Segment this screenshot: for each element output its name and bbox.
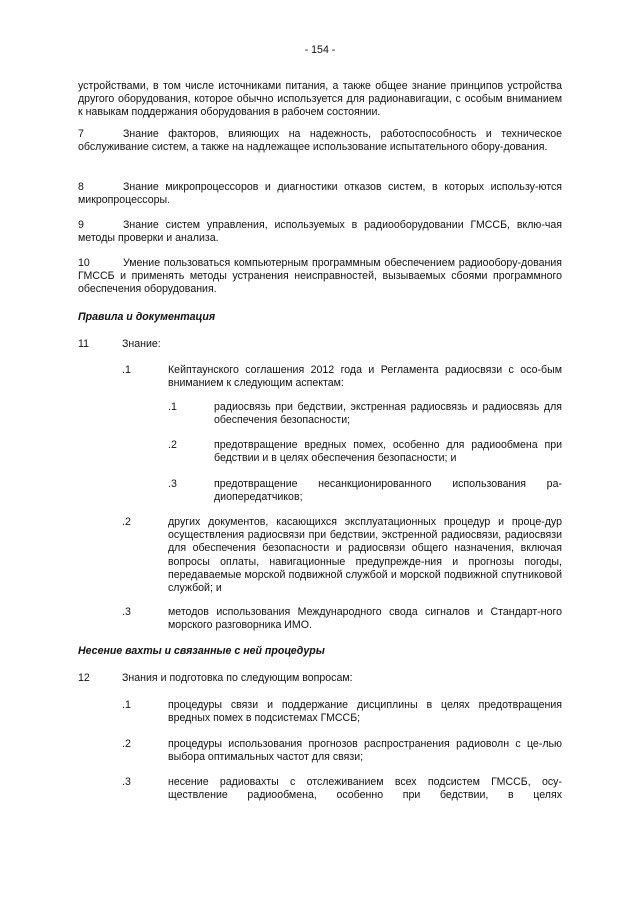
item-number: 7 (78, 128, 84, 140)
subsubitem-number: .2 (168, 439, 177, 451)
item-text: Знание микропроцессоров и диагностики отказов систем, в которых использу-ются микропроцессоры. (78, 181, 562, 207)
section-heading: Правила и документация (78, 311, 216, 323)
subitem-number: .3 (122, 776, 131, 788)
item-label: Знания и подготовка по следующим вопросам: (122, 672, 353, 684)
item-number: 9 (78, 219, 84, 231)
subitem-number: .1 (122, 364, 131, 376)
item-number: 8 (78, 181, 84, 193)
subitem-text: несение радиовахты с отслеживанием всех подсистем ГМССБ, осу-ществление радиообмена, особенно при бедствии, в целях (168, 776, 562, 802)
intro-paragraph: устройствами, в том числе источниками питания, а также общее знание принципов устройства другого оборудования, которое обычно используется для радионавигации, с особым вниманием к навыкам поддержания оборудования в рабочем состоянии. (78, 80, 562, 119)
subitem-text: Кейптаунского соглашения 2012 года и Регламента радиосвязи с осо-бым вниманием к следующим аспектам: (168, 364, 562, 390)
subsubitem-number: .1 (168, 401, 177, 413)
item-number: 10 (78, 257, 90, 269)
subitem-text: других документов, касающихся эксплуатационных процедур и проце-дур осуществления радиосвязи при бедствии, экстренной радиосвязи, радиосвязи для обеспечения безопасности и радиосвязи общего назначения, включая вопросы оплаты, навигационные предупрежде-ния и прогнозы погоды, передаваемые морской подвижной службой и морской подвижной спутниковой службой; и (168, 516, 562, 595)
section-heading: Несение вахты и связанные с ней процедуры (78, 645, 325, 657)
subsubitem-text: предотвращение вредных помех, особенно для радиообмена при бедствии и в целях обеспечения безопасности; и (214, 439, 562, 465)
subitem-number: .3 (122, 606, 131, 618)
subitem-text: процедуры связи и поддержание дисциплины в целях предотвращения вредных помех в подсистемах ГМССБ; (168, 699, 562, 725)
subsubitem-number: .3 (168, 478, 177, 490)
subitem-number: .2 (122, 738, 131, 750)
item-label: Знание: (122, 338, 161, 350)
item-number: 12 (78, 672, 90, 684)
subitem-number: .2 (122, 516, 131, 528)
page-number: - 154 - (304, 44, 336, 56)
item-text: Знание факторов, влияющих на надежность, работоспособность и техническое обслуживание систем, а также на надлежащее использование испытательного обору-дования. (78, 128, 562, 154)
subsubitem-text: предотвращение несанкционированного использования ра-диопередатчиков; (214, 478, 562, 504)
item-number: 11 (78, 338, 89, 350)
item-text: Умение пользоваться компьютерным программным обеспечением радиообору-дования ГМССБ и применять методы устранения неисправностей, вызываемых сбоями программного обеспечения оборудования. (78, 257, 562, 296)
subitem-text: методов использования Международного свода сигналов и Стандарт-ного морского разговорника ИМО. (168, 606, 562, 632)
subsubitem-text: радиосвязь при бедствии, экстренная радиосвязь и радиосвязь для обеспечения безопасности; (214, 401, 562, 427)
item-text: Знание систем управления, используемых в радиооборудовании ГМССБ, вклю-чая методы проверки и анализа. (78, 219, 562, 245)
subitem-text: процедуры использования прогнозов распространения радиоволн с це-лью выбора оптимальных частот для связи; (168, 738, 562, 764)
subitem-number: .1 (122, 699, 131, 711)
